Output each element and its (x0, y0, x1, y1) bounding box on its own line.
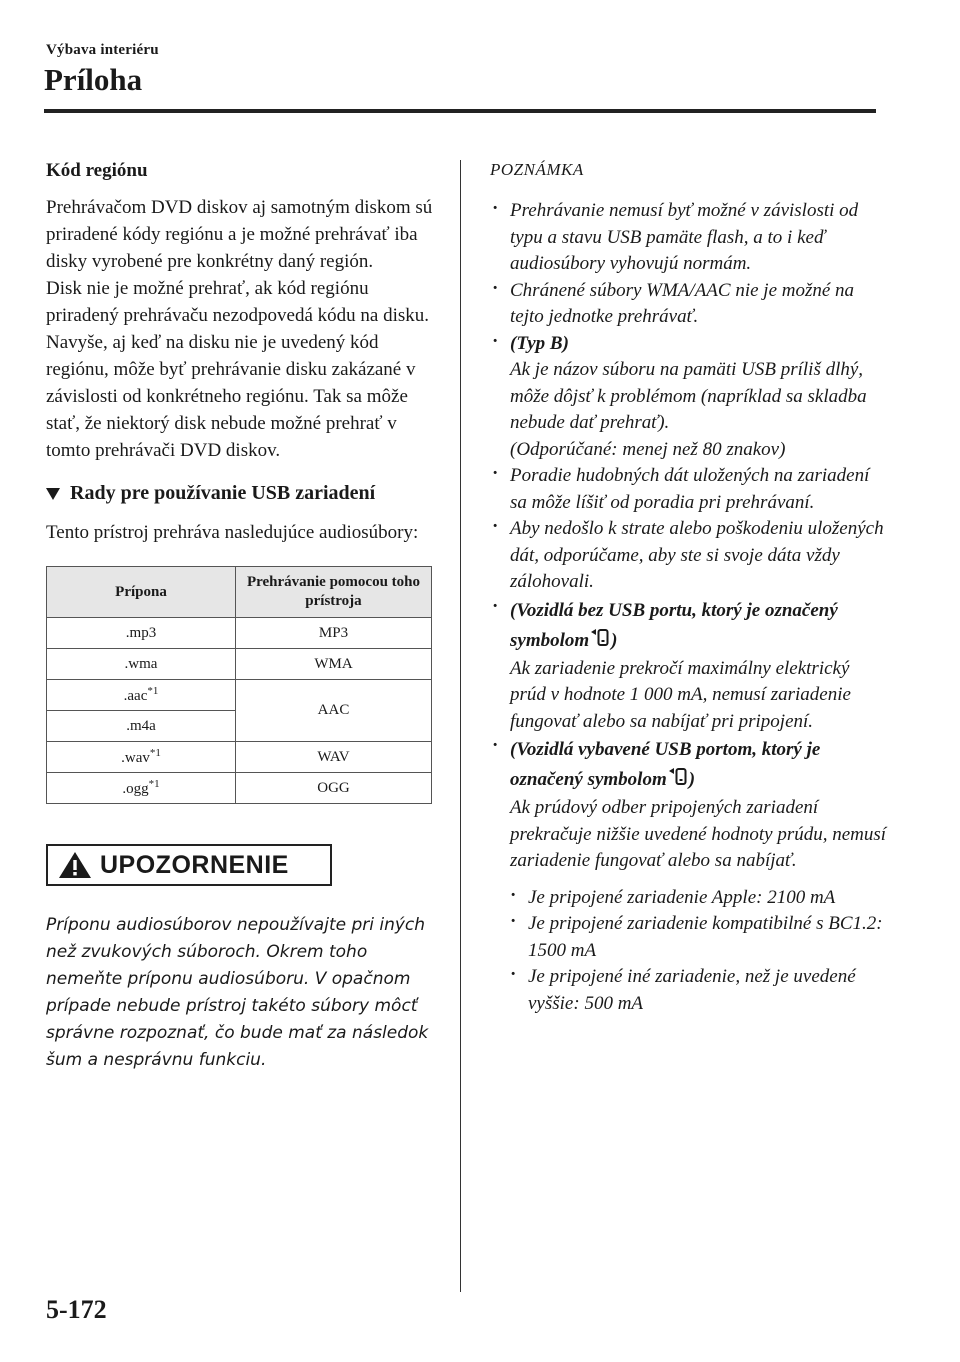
extension-text: .ogg (122, 781, 149, 797)
header-rule (44, 109, 876, 113)
table-cell-format: MP3 (236, 618, 432, 649)
footnote-mark: *1 (147, 685, 159, 697)
section-label: Výbava interiéru (46, 42, 159, 58)
table-cell-format: WMA (236, 649, 432, 680)
usb-note-heading: (Vozidlá bez USB portu, ktorý je označený symbolom (510, 599, 838, 651)
list-item (490, 463, 890, 516)
footnote-mark: *1 (148, 778, 160, 790)
note-text: Chránené súbory WMA/AAC nie je možné na tejto jednotke prehrávať. (510, 279, 855, 327)
region-heading: Kód regiónu (46, 160, 148, 181)
list-item: · Je pripojené zariadenie Apple: 2100 mA (510, 885, 890, 912)
extension-text: .aac (123, 688, 148, 704)
caution-box (46, 844, 332, 886)
table-row (47, 649, 432, 680)
column-divider (460, 160, 461, 1292)
list-item (490, 516, 890, 596)
notes-list (490, 198, 890, 1017)
list-item: · Je pripojené zariadenie kompatibilné s BC1.2: 1500 mA (510, 911, 890, 964)
region-paragraph: Disk nie je možné prehrať, ak kód regiónu priradený prehrávaču nezodpovedá kódu na disku. (46, 278, 430, 326)
table-cell-format: WAV (236, 742, 432, 773)
file-format-table (46, 566, 432, 804)
region-paragraph: Navyše, aj keď na disku nie je uvedený kód regiónu, môže byť prehrávanie disku zakázané v závislosti od konkrétneho regiónu. Tak sa môže stať, že niektorý disk nebude možné prehrať v tomto prehrávači DVD diskov. (46, 332, 416, 461)
caution-text: Príponu audiosúborov nepoužívajte pri iných než zvukových súboroch. Okrem toho nemeňte príponu audiosúboru. V opačnom prípade nebude prístroj takéto súbory môcť správne rozpoznať, čo bude mať za následok šum a nesprávnu funkciu. (46, 915, 429, 1070)
note-bold-label: · (Typ B) (510, 332, 569, 354)
paren-close: ) (688, 769, 696, 790)
footnote-mark: *1 (149, 747, 161, 759)
warning-icon (58, 851, 92, 879)
list-item (490, 596, 890, 736)
usb-symbol-icon (669, 766, 687, 788)
left-column (46, 160, 438, 1074)
table-row (47, 618, 432, 649)
table-cell-extension: .wma (47, 649, 236, 680)
note-text: Poradie hudobných dát uložených na zariadení sa môže líšiť od poradia pri prehrávaní. (510, 465, 870, 513)
table-cell-format: AAC (236, 680, 432, 742)
note-text: Ak prúdový odber pripojených zariadení prekračuje nižšie uvedené hodnoty prúdu, nemusí zariadenie fungovať alebo sa nabíjať. (510, 797, 887, 871)
note-text: Aby nedošlo k strate alebo poškodeniu uložených dát, odporúčame, aby ste si svoje dáta vždy zálohovali. (510, 518, 884, 592)
list-item (490, 198, 890, 278)
right-column (490, 160, 890, 1017)
region-paragraph: Prehrávačom DVD diskov aj samotným diskom sú priradené kódy regiónu a je možné prehrávať iba disky vyrobené pre konkrétny daný región. (46, 197, 433, 272)
paren-close: ) (611, 629, 618, 651)
list-item (490, 278, 890, 331)
usb-note-heading: (Vozidlá vybavené USB portom, ktorý je označený symbolom (510, 739, 821, 790)
caution-title: UPOZORNENIE (100, 850, 289, 879)
table-cell-extension (47, 773, 236, 804)
note-text: Ak zariadenie prekročí maximálny elektrický prúd v hodnote 1 000 mA, nemusí zariadenie fungovať alebo sa nabíjať pri pripojení. (510, 657, 851, 732)
usb-intro: Tento prístroj prehráva nasledujúce audiosúbory: (46, 522, 419, 543)
table-row (47, 680, 432, 711)
note-text: Ak je názov súboru na pamäti USB príliš dlhý, môže dôjsť k problémom (napríklad sa skladba nebude dať prehrať). (510, 359, 867, 433)
table-cell-format: OGG (236, 773, 432, 804)
chapter-title: Príloha (44, 62, 143, 97)
list-item (490, 735, 890, 1017)
triangle-down-icon (46, 488, 60, 500)
list-item (490, 331, 890, 464)
usb-symbol-icon (591, 627, 609, 649)
list-item: · Je pripojené iné zariadenie, než je uvedené vyššie: 500 mA (510, 964, 890, 1017)
table-header-playback: Prehrávanie pomocou toho prístroja (236, 567, 432, 618)
table-header-row (47, 567, 432, 618)
table-cell-extension (47, 742, 236, 773)
note-text: Prehrávanie nemusí byť možné v závislosti od typu a stavu USB pamäte flash, a to i keď audiosúbory vyhovujú normám. (510, 200, 859, 274)
note-bold-label (510, 596, 890, 656)
table-cell-extension: .m4a (47, 711, 236, 742)
table-cell-extension (47, 680, 236, 711)
table-row (47, 773, 432, 804)
sub-notes-list (510, 885, 890, 1018)
note-title: POZNÁMKA (490, 160, 584, 179)
table-row (47, 742, 432, 773)
page-number: 5-172 (46, 1295, 107, 1324)
table-header-extension: Prípona (47, 567, 236, 618)
usb-heading (46, 482, 438, 505)
extension-text: .wav (121, 750, 150, 766)
usb-heading-text: Rady pre používanie USB zariadení (70, 482, 376, 504)
note-bold-label (510, 735, 890, 795)
table-cell-extension: .mp3 (47, 618, 236, 649)
note-extra: (Odporúčané: menej než 80 znakov) (510, 438, 786, 460)
